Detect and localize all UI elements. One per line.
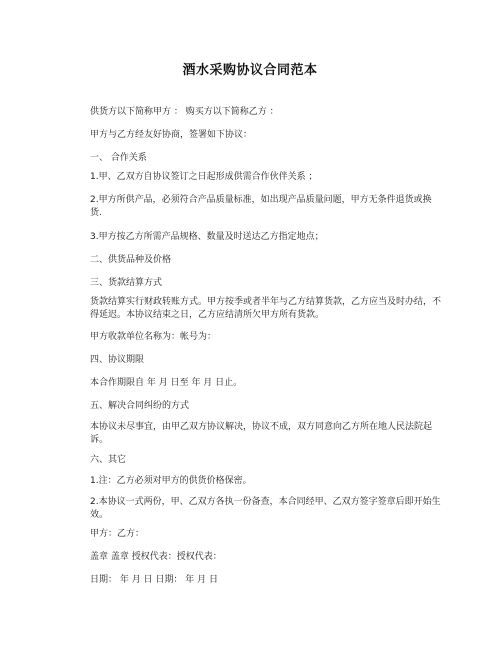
seal-representative-line: 盖章 盖章 授权代表：授权代表： <box>90 552 222 562</box>
clause-1-1: 1.甲、乙双方自协议签订之日起形成供需合作伙伴关系 ； <box>90 172 318 182</box>
payment-paragraph: 货款结算实行财政转账方式。甲方按季或者半年与乙方结算货款，乙方应当及时办结，不得延迟。本协议结束之日，乙方应结清所欠甲方所有货款。 <box>90 297 442 320</box>
clause-1-2: 2.甲方所供产品，必须符合产品质量标准，如出现产品质量问题，甲方无条件退货或换货. <box>90 195 432 218</box>
signature-date-line: 日期： 年 月 日 日期： 年 月 日 <box>90 575 219 585</box>
payee-account-line: 甲方收款单位名称为：帐号为： <box>90 332 217 342</box>
section-heading-payment: 三、货款结算方式 <box>90 278 163 288</box>
other-clause-1: 1.注：乙方必须对甲方的供货价格保密。 <box>90 476 252 486</box>
section-heading-term: 四、协议期限 <box>90 355 145 365</box>
section-heading-cooperation: 一、 合作关系 <box>90 153 147 163</box>
disputes-paragraph: 本协议未尽事宜，由甲乙双方协议解决，协议不成，双方同意向乙方所在地人民法院起诉。 <box>90 422 433 445</box>
term-period-line: 本合作期限自 年 月 日至 年 月 日止。 <box>90 378 243 388</box>
document-title: 酒水采购协议合同范本 <box>182 63 318 78</box>
intro-paragraph: 甲方与乙方经友好协商，签署如下协议： <box>90 130 253 140</box>
other-clause-2: 2.本协议一式两份，甲、乙双方各执一份备查，本合同经甲、乙双方签字签章后即开始生效。 <box>90 497 441 520</box>
section-heading-products-prices: 二、供货品种及价格 <box>90 255 172 265</box>
section-heading-other: 六、其它 <box>90 455 127 465</box>
signatory-parties-line: 甲方：乙方： <box>90 529 145 539</box>
parties-line: 供货方以下简称甲方 ： 购买方以下简称乙方 ： <box>90 107 279 117</box>
section-heading-disputes: 五、解决合同纠纷的方式 <box>90 401 190 411</box>
clause-1-3: 3.甲方按乙方所需产品规格、数量及时送达乙方指定地点； <box>90 232 324 242</box>
